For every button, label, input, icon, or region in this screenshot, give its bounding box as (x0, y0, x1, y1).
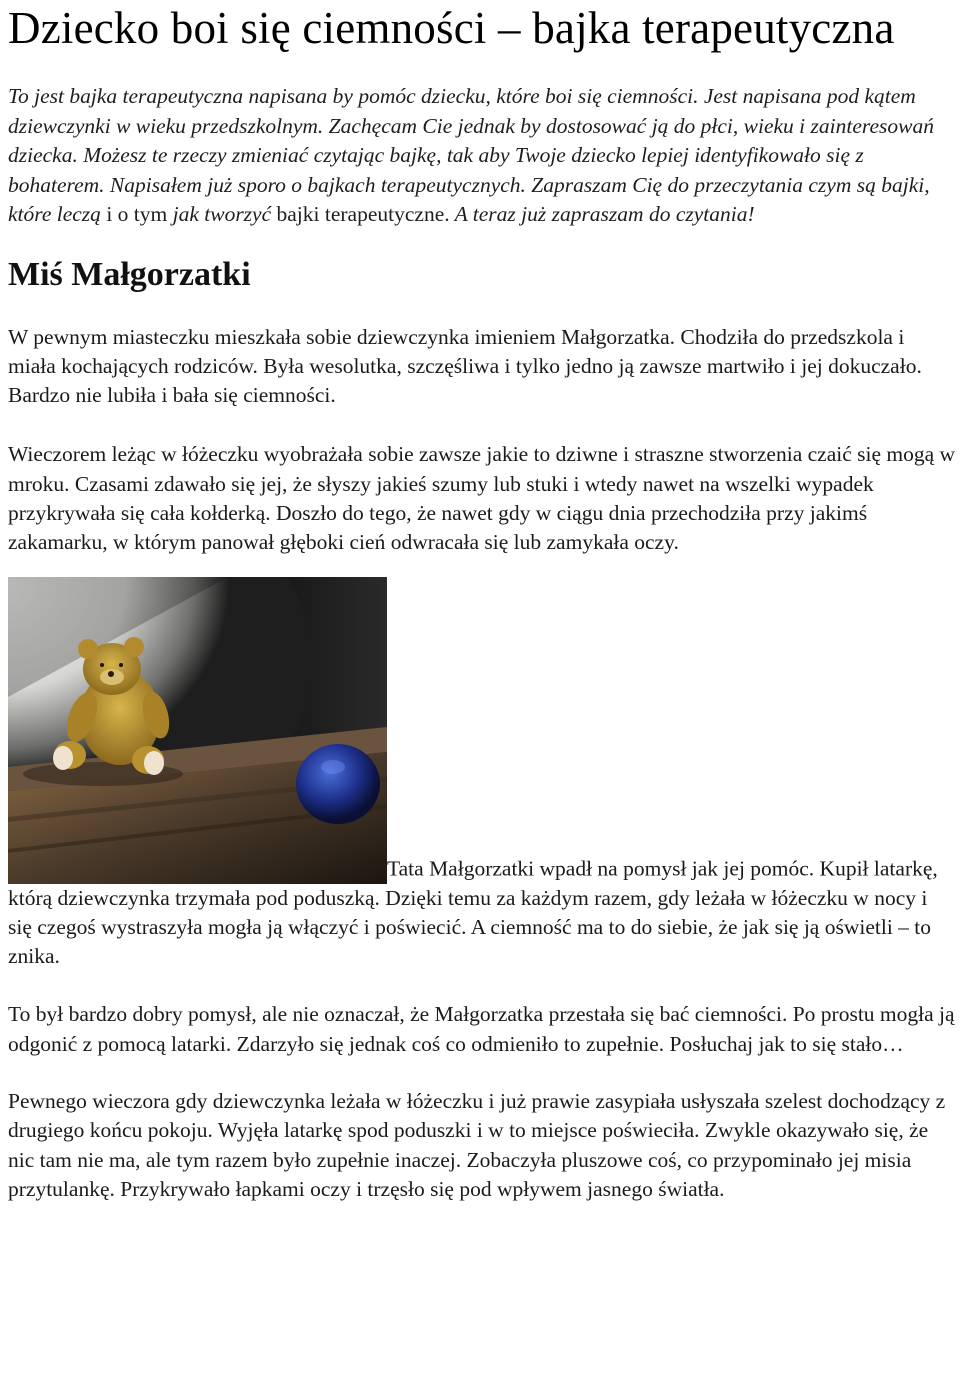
intro-paragraph (8, 82, 956, 230)
intro-invitation: A teraz już zapraszam do czytania! (449, 202, 755, 226)
intro-text-plain: i o tym (100, 202, 173, 226)
intro-link-how-to-create[interactable]: jak tworzyć (172, 202, 272, 226)
story-paragraph-3: Tata Małgorzatki wpadł na pomysł jak jej pomóc. Kupił latarkę, którą dziewczynka trzymała pod poduszką. Dzięki temu za każdym razem, gdy leżała w łóżeczku w nocy i się czegoś wystraszyła mogła ją włączyć i poświecić. A ciemność ma to do siebie, że jak się ją oświetli – to znika. (8, 856, 938, 969)
story-paragraph-4: To był bardzo dobry pomysł, ale nie oznaczał, że Małgorzatka przestała się bać ciemności. Po prostu mogła ją odgonić z pomocą latarki. Zdarzyło się jednak coś co odmieniło to zupełnie. Posłuchaj jak to się stało… (8, 1002, 955, 1056)
article (8, 0, 956, 1204)
story-paragraph-1: W pewnym miasteczku mieszkała sobie dziewczynka imieniem Małgorzatka. Chodziła do przedszkola i miała kochających rodziców. Była wesolutka, szczęśliwa i tylko jedno ją zawsze martwiło i jej dokuczało. Bardzo nie lubiła i bała się ciemności. (8, 324, 922, 408)
intro-text: To jest bajka terapeutyczna napisana by pomóc dziecku, które boi się ciemności. Jest napisana pod kątem dziewczynki w wieku przedszkolnym. Zachęcam Cie jednak by dostosować ją do płci, wieku i zainteresowań dziecka. Możesz te rzeczy zmieniać czytając bajkę, tak aby Twoje dziecko lepiej identyfikowało się z bohaterem. Napisałem już sporo o bajkach terapeutycznych. Zapraszam Cię do przeczytania czym są bajki, które leczą (8, 84, 934, 226)
story-paragraph-2: Wieczorem leżąc w łóżeczku wyobrażała sobie zawsze jakie to dziwne i straszne stworzenia czaić się mogą w mroku. Czasami zdawało się jej, że słyszy jakieś szumy lub stuki i wtedy nawet na wszelki wypadek przykrywała się cała kołderką. Doszło do tego, że nawet gdy w ciągu dnia przechodziła przy jakimś zakamarku, w którym panował głęboki cień odwracała się lub zamykała oczy. (8, 442, 956, 555)
photo-paragraph (8, 577, 956, 972)
story-paragraph-5: Pewnego wieczora gdy dziewczynka leżała w łóżeczku i już prawie zasypiała usłyszała szelest dochodzący z drugiego końcu pokoju. Wyjęła latarkę spod poduszki i w to miejsce poświeciła. Zwykle okazywało się, że nic tam nie ma, ale tym razem było zupełnie inaczej. Zobaczyła pluszowe coś, co przypominało jej misia przytulankę. Przykrywało łapkami oczy i trzęsło się pod wpływem jasnego światła. (8, 1089, 946, 1201)
teddy-bear-photo (8, 577, 387, 884)
page-title: Dziecko boi się ciemności – bajka terapeutyczna (8, 3, 895, 53)
intro-text-plain-2: bajki terapeutyczne. (271, 202, 450, 226)
story-title: Miś Małgorzatki (8, 255, 251, 293)
story-paragraph-3-wrapper (8, 577, 956, 972)
